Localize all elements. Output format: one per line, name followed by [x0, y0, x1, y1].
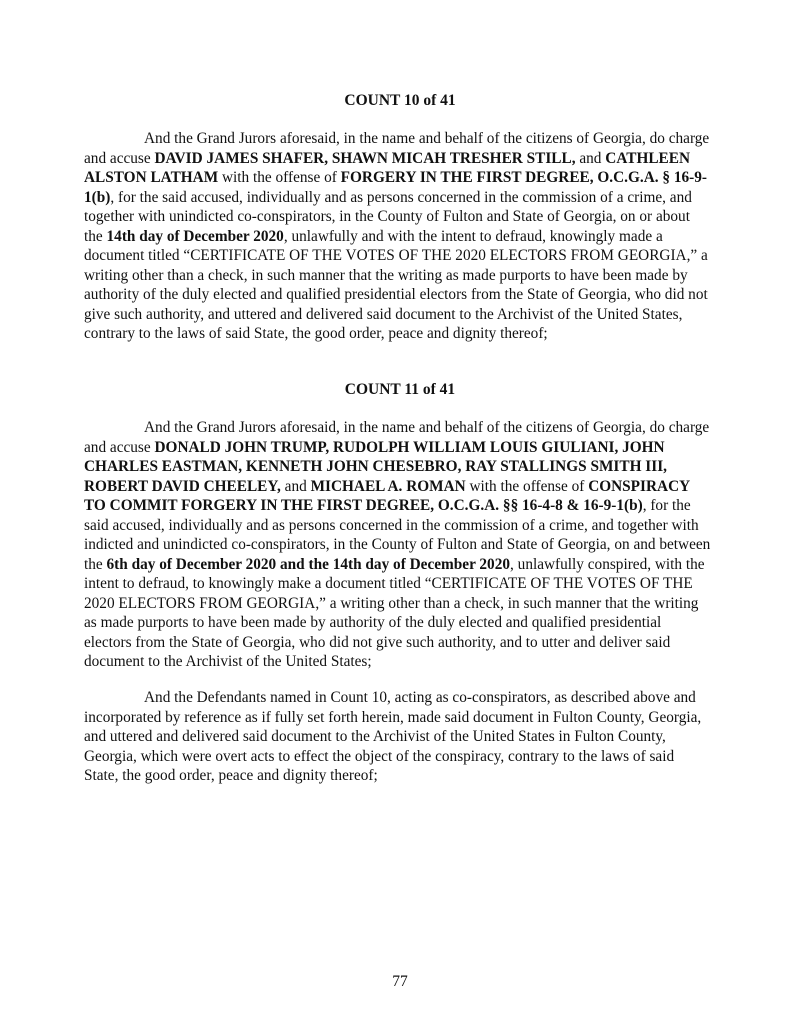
page-number: 77 — [392, 973, 408, 990]
count-10-date: 14th day of December 2020 — [106, 227, 284, 245]
count-11-text-3: with the offense of — [465, 477, 589, 495]
count-11-text-2: and — [280, 477, 311, 495]
count-11-heading: COUNT 11 of 41 — [344, 381, 456, 398]
count-11-offense: CONSPIRACY TO COMMIT FORGERY IN THE FIRST DEGREE, O.C.G.A. §§ 16-4-8 & 16-9-1(b) — [84, 477, 690, 514]
count-10-offense: FORGERY IN THE FIRST DEGREE, O.C.G.A. § 16-9-1(b) — [84, 169, 708, 206]
count-10-text-4: , for the said accused, individually and as persons concerned in the commission of a crime, and together with unindicted co-conspirators, in the County of Fulton and State of Georgia, on or about the — [84, 188, 692, 245]
count-11-accused-1: DONALD JOHN TRUMP, RUDOLPH WILLIAM LOUIS GIULIANI, JOHN CHARLES EASTMAN, KENNETH JOHN CHESEBRO, RAY STALLINGS SMITH III, ROBERT DAVID CHEELEY, — [84, 438, 667, 495]
count-11-text-5: , unlawfully conspired, with the intent to defraud, to knowingly make a document titled “CERTIFICATE OF THE VOTES OF THE 2020 ELECTORS FROM GEORGIA,” a writing other than a check, in such manner that the writing as made purports to have been made by authority of the duly elected and qualified presidential electors from the State of Georgia, who did not give such authority, and to utter and deliver said document to the Archivist of the United States; — [84, 555, 705, 670]
count-10-accused-2: CATHLEEN ALSTON LATHAM — [84, 149, 691, 186]
count-11-text-1: And the Grand Jurors aforesaid, in the name and behalf of the citizens of Georgia, do charge and accuse — [84, 419, 710, 456]
count-11-text-4: , for the said accused, individually and as persons concerned in the commission of a crime, and together with indicted and unindicted co-conspirators, in the County of Fulton and State of Georgia, on and between the — [84, 497, 711, 573]
count-11-dates: 6th day of December 2020 and the 14th day of December 2020 — [106, 555, 511, 573]
count-11-paragraph-1 — [84, 418, 712, 672]
count-10-text-5: , unlawfully and with the intent to defraud, knowingly made a document titled “CERTIFICATE OF THE VOTES OF THE 2020 ELECTORS FROM GEORGIA,” a writing other than a check, in such manner that the writing as made purports to have been made by authority of the duly elected and qualified presidential electors from the State of Georgia, who did not give such authority, and uttered and delivered said document to the Archivist of the United States, contrary to the laws of said State, the good order, peace and dignity thereof; — [84, 227, 708, 342]
count-10-text-3: with the offense of — [218, 169, 341, 186]
count-11-overt-acts-text: And the Defendants named in Count 10, acting as co-conspirators, as described above and incorporated by reference as if fully set forth herein, made said document in Fulton County, Georgia, and uttered and delivered said document to the Archivist of the United States in Fulton County, Georgia, which were overt acts to effect the object of the conspiracy, contrary to the laws of said State, the good order, peace and dignity thereof; — [84, 689, 702, 784]
count-10-text-1: And the Grand Jurors aforesaid, in the name and behalf of the citizens of Georgia, do charge and accuse — [84, 130, 710, 167]
count-11-paragraph-2 — [84, 688, 712, 786]
count-10-paragraph — [84, 129, 712, 344]
count-10-accused-1: DAVID JAMES SHAFER, SHAWN MICAH TRESHER STILL, — [154, 149, 576, 167]
count-11-accused-2: MICHAEL A. ROMAN — [310, 477, 466, 495]
count-10-text-2: and — [575, 149, 606, 167]
count-10-heading: COUNT 10 of 41 — [344, 92, 456, 109]
